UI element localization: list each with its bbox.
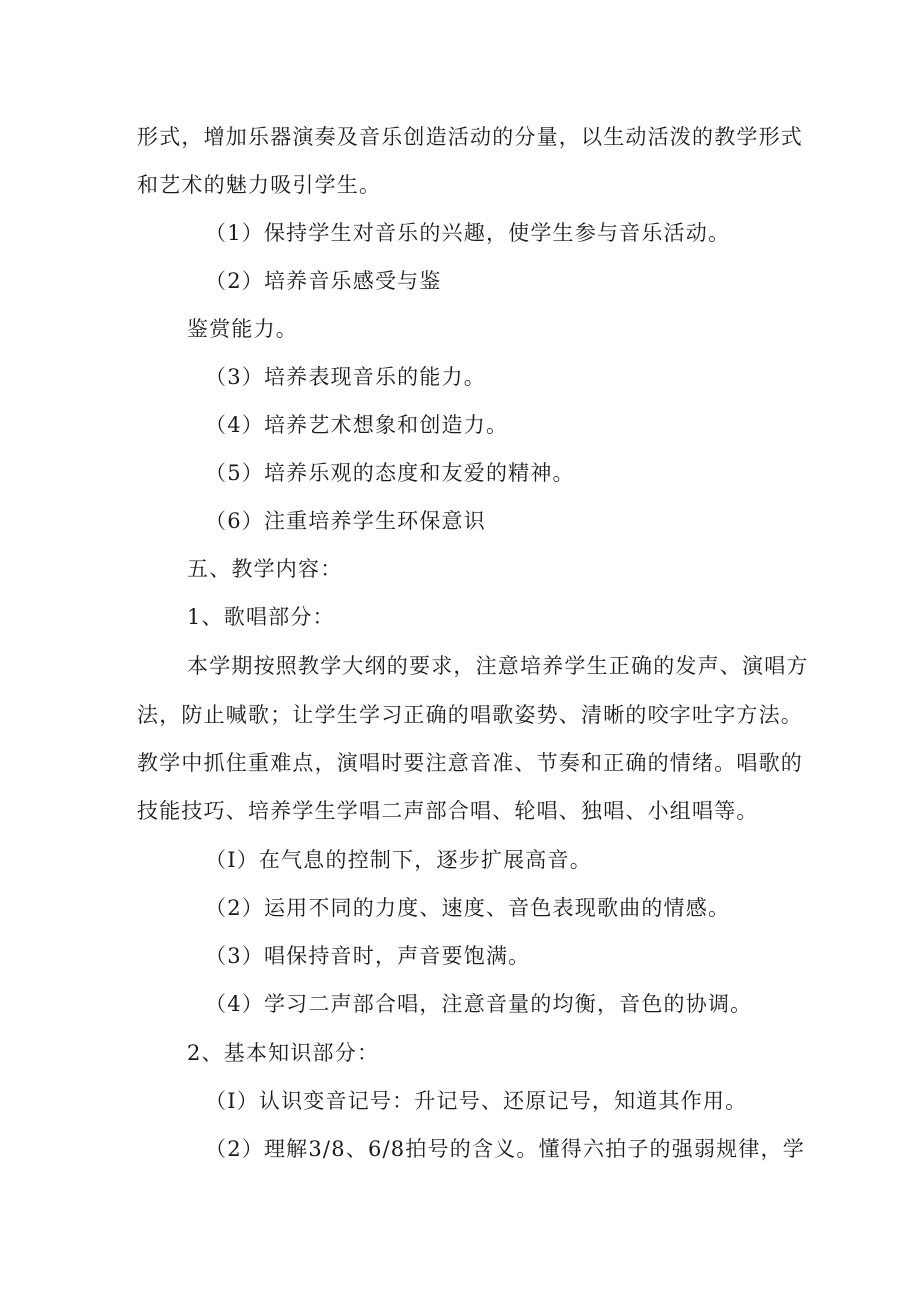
singing-para-line-2: 法，防止喊歌；让学生学习正确的唱歌姿势、清晰的咬字吐字方法。	[137, 703, 803, 727]
goal-item-3: （3）培养表现音乐的能力。	[205, 365, 486, 389]
singing-para-line-3: 教学中抓住重难点，演唱时要注意音准、节奏和正确的情绪。唱歌的	[137, 751, 803, 775]
singing-para-line-4: 技能技巧、培养学生学唱二声部合唱、轮唱、独唱、小组唱等。	[137, 799, 759, 823]
goal-item-2: （2）培养音乐感受与鉴	[205, 269, 442, 293]
singing-item-2: （2）运用不同的力度、速度、音色表现歌曲的情感。	[205, 896, 731, 920]
singing-item-3: （3）唱保持音时，声音要饱满。	[205, 944, 531, 968]
basics-item-2: （2）理解3/8、6/8拍号的含义。懂得六拍子的强弱规律，学	[205, 1137, 805, 1161]
section-heading: 五、教学内容：	[187, 557, 343, 581]
basics-item-1: （I）认识变音记号：升记号、还原记号，知道其作用。	[205, 1089, 748, 1113]
singing-item-4: （4）学习二声部合唱，注意音量的均衡，音色的协调。	[205, 992, 753, 1016]
goal-item-4: （4）培养艺术想象和创造力。	[205, 413, 509, 437]
goal-item-5: （5）培养乐观的态度和友爱的精神。	[205, 461, 575, 485]
singing-item-1: （I）在气息的控制下，逐步扩展高音。	[205, 848, 592, 872]
goal-item-1: （1）保持学生对音乐的兴趣，使学生参与音乐活动。	[205, 221, 731, 245]
basics-heading: 2、基本知识部分：	[187, 1041, 380, 1065]
goal-item-2-continuation: 鉴赏能力。	[187, 317, 298, 341]
goal-item-6: （6）注重培养学生环保意识	[205, 509, 486, 533]
singing-heading: 1、歌唱部分：	[187, 605, 335, 629]
singing-para-line-1: 本学期按照教学大纲的要求，注意培养学生正确的发声、演唱方	[187, 654, 809, 678]
intro-line-1: 形式，增加乐器演奏及音乐创造活动的分量，以生动活泼的教学形式	[137, 125, 803, 149]
intro-line-2: 和艺术的魅力吸引学生。	[137, 173, 382, 197]
